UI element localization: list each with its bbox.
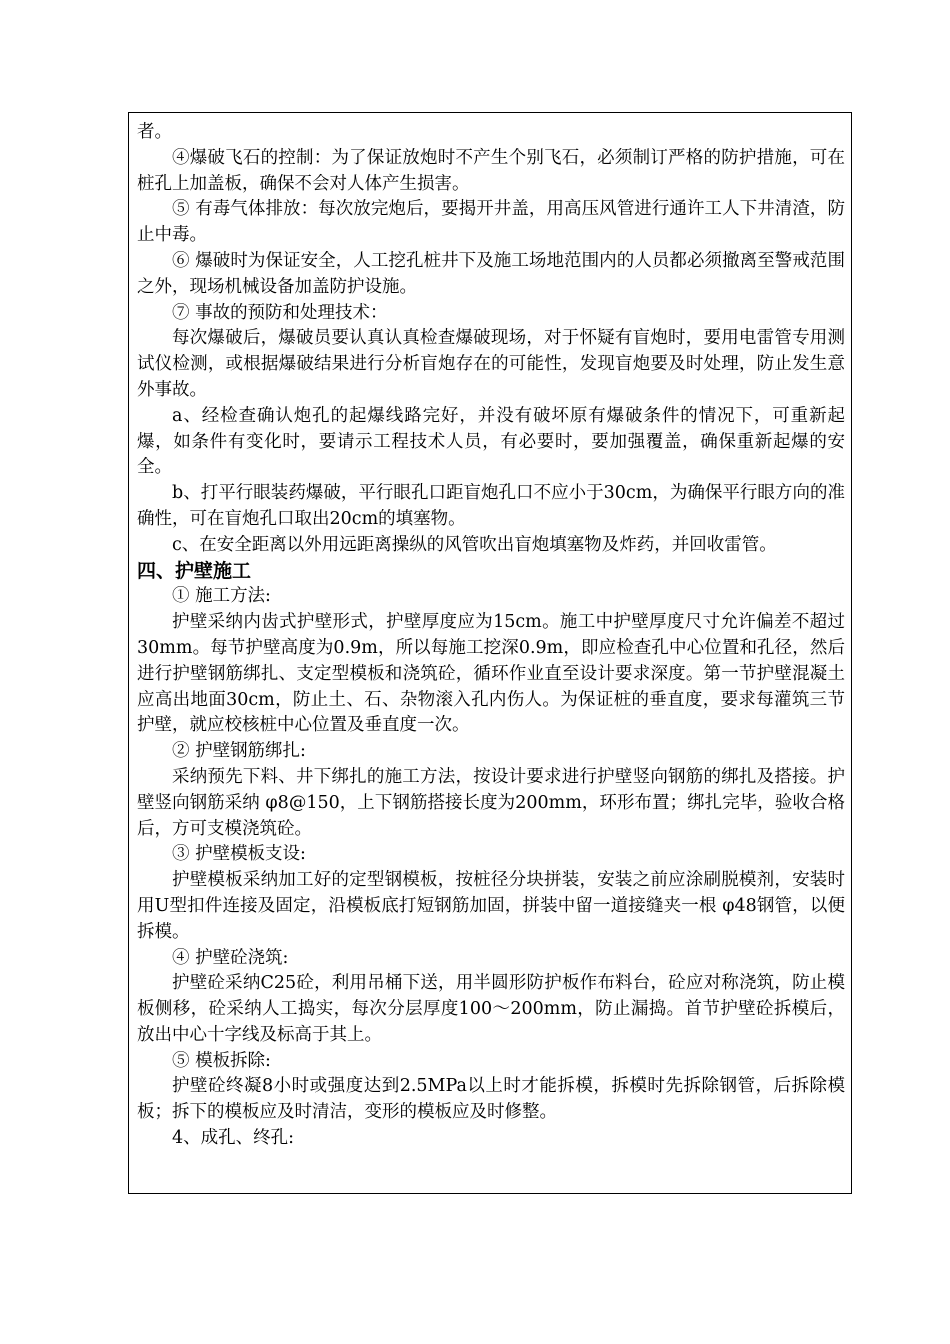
- paragraph-misfire-inspection: 每次爆破后，爆破员要认真认真检查爆破现场，对于怀疑有盲炮时，要用电雷管专用测试仪检测，或根据爆破结果进行分析盲炮存在的可能性，发现盲炮要及时处理，防止发生意外事故。: [137, 328, 845, 400]
- paragraph-evacuation: ⑥ 爆破时为保证安全，人工挖孔桩井下及施工场地范围内的人员都必须撤离至警戒范围之外，现场机械设备加盖防护设施。: [137, 250, 845, 297]
- paragraph-continuation: 者。: [137, 122, 172, 142]
- subheading-construction-method: ① 施工方法:: [172, 586, 271, 607]
- subheading-formwork: ③ 护壁模板支设:: [172, 844, 306, 865]
- paragraph-final-hole: 4、成孔、终孔:: [172, 1128, 295, 1149]
- subheading-rebar-binding: ② 护壁钢筋绑扎:: [172, 741, 306, 762]
- paragraph-formwork-removal: 护壁砼终凝8小时或强度达到2.5MPa以上时才能拆模，拆模时先拆除钢管，后拆除模板；拆下的模板应及时清洁，变形的模板应及时修整。: [137, 1076, 845, 1123]
- paragraph-flyrock-control: ④爆破飞石的控制：为了保证放炮时不产生个别飞石，必须制订严格的防护措施，可在桩孔上加盖板，确保不会对人体产生损害。: [137, 147, 845, 194]
- document-body: [137, 120, 845, 1152]
- paragraph-concrete-pouring: 护壁砼采纳C25砼，利用吊桶下送，用半圆形防护板作布料台，砼应对称浇筑，防止模板侧移，砼采纳人工捣实，每次分层厚度100～200mm，防止漏捣。首节护壁砼拆模后，放出中心十字线及标高于其上。: [137, 973, 845, 1045]
- paragraph-formwork: 护壁模板采纳加工好的定型钢模板，按桩径分块拼装，安装之前应涂刷脱模剂，安装时用U型扣件连接及固定，沿模板底打短钢筋加固，拼装中留一道接缝夹一根 φ48钢管，以便拆模。: [137, 870, 845, 942]
- paragraph-accident-prevention: ⑦ 事故的预防和处理技术：: [172, 302, 388, 323]
- section-heading: 四、护壁施工: [137, 559, 252, 582]
- paragraph-item-b: b、打平行眼装药爆破，平行眼孔口距盲炮孔口不应小于30cm，为确保平行眼方向的准确性，可在盲炮孔口取出20cm的填塞物。: [137, 483, 845, 529]
- paragraph-item-a: a、经检查确认炮孔的起爆线路完好，并没有破坏原有爆破条件的情况下，可重新起爆，如条件有变化时，要请示工程技术人员，有必要时，要加强覆盖，确保重新起爆的安全。: [137, 405, 845, 478]
- paragraph-rebar-binding: 采纳预先下料、井下绑扎的施工方法，按设计要求进行护壁竖向钢筋的绑扎及搭接。护壁竖向钢筋采纳 φ8@150，上下钢筋搭接长度为200mm，环形布置；绑扎完毕，验收合格后，方可支模浇筑砼。: [137, 766, 845, 839]
- paragraph-toxic-gas: ⑤ 有毒气体排放：每次放完炮后，要揭开井盖，用高压风管进行通许工人下井清渣，防止中毒。: [137, 199, 845, 246]
- paragraph-item-c: c、在安全距离以外用远距离操纵的风管吹出盲炮填塞物及炸药，并回收雷管。: [172, 534, 777, 555]
- subheading-formwork-removal: ⑤ 模板拆除:: [172, 1050, 271, 1071]
- paragraph-construction-method: 护壁采纳内齿式护壁形式，护壁厚度应为15cm。施工中护壁厚度尺寸允许偏差不超过30mm。每节护壁高度为0.9m，所以每施工挖深0.9m，即应检查孔中心位置和孔径，然后进行护壁钢筋绑扎、支定型模板和浇筑砼，循环作业直至设计要求深度。第一节护壁混凝土应高出地面30cm，防止土、石、杂物滚入孔内伤人。为保证桩的垂直度，要求每灌筑三节护壁，就应校核桩中心位置及垂直度一次。: [137, 612, 845, 736]
- subheading-concrete-pouring: ④ 护壁砼浇筑:: [172, 947, 289, 968]
